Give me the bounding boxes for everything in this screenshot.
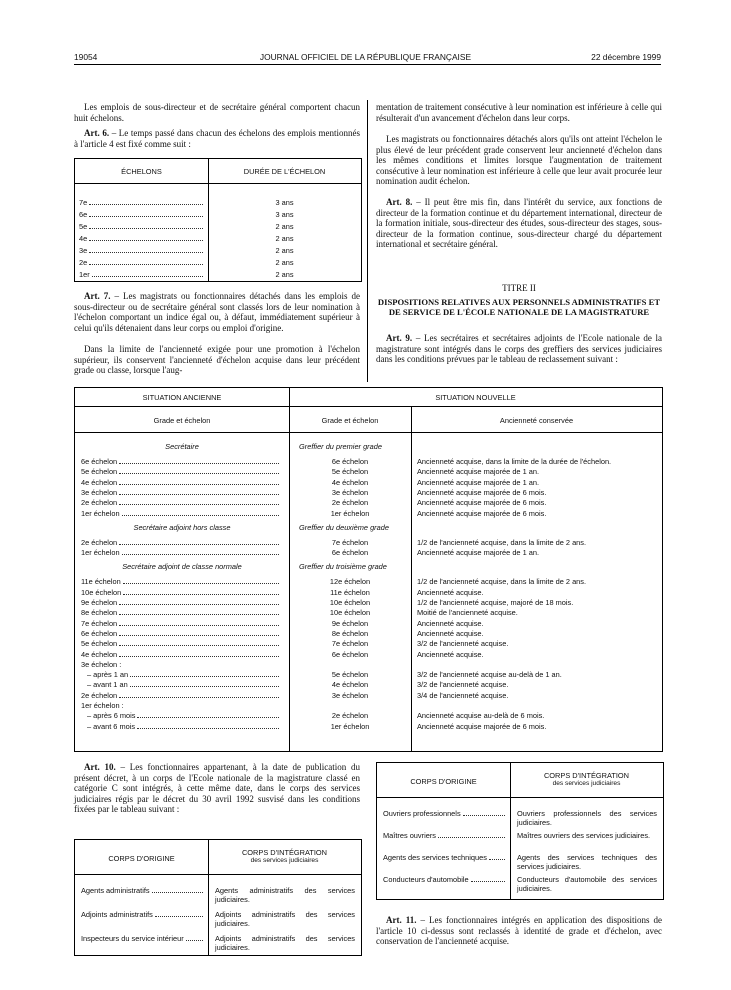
- header-situation-ancienne: SITUATION ANCIENNE: [142, 393, 222, 402]
- anciennete-conservee: Ancienneté acquise majorée de 6 mois.: [417, 487, 547, 497]
- ancien-echelon: [81, 498, 281, 507]
- ancien-echelon: [87, 711, 281, 720]
- section-nouvelle: Greffier du deuxième grade: [299, 522, 389, 532]
- table-rule: [75, 406, 662, 407]
- anciennete-conservee: Ancienneté acquise.: [417, 587, 484, 597]
- anciennete-conservee: Ancienneté acquise.: [417, 628, 484, 638]
- ancien-echelon-text: 4e échelon: [81, 477, 118, 487]
- nouvel-echelon: 2e échelon: [331, 498, 369, 508]
- ancien-echelon: [81, 608, 281, 617]
- ancien-echelon-text: – après 6 mois: [87, 711, 136, 721]
- table-rule: [75, 432, 662, 433]
- col-header-corps-integration: CORPS D'INTÉGRATION: [241, 848, 328, 857]
- header-grade-echelon-nouveau: Grade et échelon: [321, 416, 379, 425]
- nouvel-echelon: 7e échelon: [331, 639, 369, 649]
- duree-value: 2 ans: [275, 246, 294, 255]
- corps-origine: [81, 910, 205, 919]
- anciennete-conservee: Ancienneté acquise majorée de 1 an.: [417, 548, 540, 558]
- header-rule: [74, 64, 661, 65]
- nouvel-echelon: 10e échelon: [329, 598, 371, 607]
- titre-heading: TITRE II: [502, 283, 536, 293]
- article-10: Art. 10. – Les fonctionnaires appartenant, à la date de publication du présent décret, à un corps de l'Ecole nationale de la magistrature classé en catégorie C sont intégrés, à cette même date, dans le corps des services judiciaires régis par le décret du 30 avril 1992 susvisé dans les conditions fixées par le tableau suivant :: [74, 762, 360, 815]
- echelon-row: [79, 198, 205, 207]
- ancien-echelon: [81, 619, 281, 628]
- anciennete-conservee: Ancienneté acquise majorée de 1 an.: [417, 467, 540, 477]
- ancien-echelon: [81, 639, 281, 648]
- corps-origine: [383, 809, 507, 818]
- ancien-echelon-text: – avant 6 mois: [87, 721, 136, 731]
- ancien-echelon-text: 1er échelon: [81, 548, 120, 558]
- section-ancienne: Secrétaire: [165, 442, 199, 451]
- anciennete-conservee: Ancienneté acquise, dans la limite de la durée de l'échelon.: [417, 457, 612, 466]
- table-rule: [75, 874, 361, 875]
- col-header-corps-origine: CORPS D'ORIGINE: [108, 854, 175, 863]
- ancien-echelon: [87, 670, 281, 679]
- echelon-row-text: 5e: [79, 222, 88, 231]
- duree-value: 2 ans: [275, 222, 294, 231]
- nouvel-echelon: 1er échelon: [330, 721, 370, 731]
- duree-value: 3 ans: [275, 210, 294, 219]
- echelon-row: [79, 210, 205, 219]
- duree-value: 2 ans: [275, 258, 294, 267]
- nouvel-echelon: 7e échelon: [331, 537, 369, 547]
- issue-date: 22 décembre 1999: [591, 52, 661, 62]
- section-ancienne: Secrétaire adjoint hors classe: [133, 522, 231, 532]
- ancien-echelon: [81, 577, 281, 586]
- ancien-echelon: [81, 650, 281, 659]
- nouvel-echelon: 1er échelon: [330, 508, 370, 518]
- section-nouvelle: Greffier du premier grade: [299, 442, 382, 451]
- anciennete-conservee: Ancienneté acquise.: [417, 618, 484, 628]
- anciennete-conservee: 3/4 de l'ancienneté acquise.: [417, 690, 509, 700]
- corps-origine-text: Ouvriers professionnels: [383, 809, 461, 818]
- echelon-row-text: 7e: [79, 198, 88, 207]
- ancien-echelon: [81, 588, 281, 597]
- nouvel-echelon: 6e échelon: [331, 548, 369, 558]
- corps-integration: Agents administratifs des services judiciaires.: [215, 886, 355, 904]
- column-rule: [367, 100, 368, 382]
- nouvel-echelon: 4e échelon: [331, 680, 369, 690]
- nouvel-echelon: 12e échelon: [329, 577, 371, 587]
- col-header-services: des services judiciaires: [552, 780, 621, 787]
- ancien-echelon: [81, 629, 281, 638]
- ancien-echelon: [81, 538, 281, 547]
- nouvel-echelon: 9e échelon: [331, 618, 369, 628]
- echelon-row: [79, 258, 205, 267]
- duree-value: 3 ans: [275, 198, 294, 207]
- nouvel-echelon: 3e échelon: [331, 690, 369, 700]
- nouvel-echelon: 4e échelon: [331, 477, 369, 487]
- header-anciennete: Ancienneté conservée: [499, 416, 574, 425]
- nouvel-echelon: 11e échelon: [330, 587, 370, 597]
- ancien-echelon-text: 8e échelon: [81, 608, 118, 618]
- anciennete-conservee: 3/2 de l'ancienneté acquise.: [417, 680, 509, 690]
- article-8: Art. 8. – Il peut être mis fin, dans l'intérêt du service, aux fonctions de directeur de la formation continue et du département international, directeur de la formation initiale, sous-directeur des études, sous-directeur des stages, sous-directeur de la formation continue, sous-directeur chargé du département international et secrétaire général.: [376, 197, 663, 250]
- corps-integration: Ouvriers professionnels des services judiciaires.: [517, 809, 657, 827]
- ancien-echelon-text: 4e échelon: [81, 649, 118, 659]
- corps-origine: [81, 886, 205, 895]
- ancien-echelon-text: – avant 1 an: [87, 680, 128, 690]
- nouvel-echelon: 8e échelon: [331, 628, 369, 638]
- anciennete-conservee: Ancienneté acquise majorée de 6 mois.: [417, 721, 547, 731]
- duree-value: 2 ans: [275, 234, 294, 243]
- echelon-row-text: 1er: [79, 270, 90, 279]
- ancien-echelon-text: 10e échelon: [81, 587, 122, 597]
- anciennete-conservee: Ancienneté acquise majorée de 1 an.: [417, 477, 540, 487]
- paragraph-emplois: Les emplois de sous-directeur et de secrétaire général comportent chacun huit échelons.: [74, 102, 360, 123]
- anciennete-conservee: 1/2 de l'ancienneté acquise, majoré de 18 mois.: [417, 598, 574, 607]
- corps-integration: Conducteurs d'automobile des services judiciaires.: [517, 875, 657, 893]
- corps-origine-text: Agents administratifs: [81, 886, 150, 895]
- corps-origine-text: Adjoints administratifs: [81, 910, 153, 919]
- nouvel-echelon: 2e échelon: [331, 711, 369, 721]
- nouvel-echelon: 5e échelon: [331, 670, 369, 680]
- ancien-echelon-text: 3e échelon: [81, 487, 118, 497]
- ancien-echelon-text: 5e échelon: [81, 639, 118, 649]
- col-header-corps-integration: CORPS D'INTÉGRATION: [543, 771, 630, 780]
- article-7: Art. 7. – Les magistrats ou fonctionnaires détachés dans les emplois de sous-directeur ou de secrétaire général sont classés lors de leur nomination à l'échelon comportant un indice égal ou, à défaut, immédiatement supérieur à celui qu'ils détenaient dans leur corps ou emploi d'origine.: [74, 291, 360, 333]
- col-header-echelons: ÉCHELONS: [121, 167, 162, 176]
- ancien-echelon-text: 7e échelon: [81, 618, 118, 628]
- table-rule: [377, 797, 663, 798]
- ancien-echelon: [81, 478, 281, 487]
- ancien-echelon-text: 5e échelon: [81, 467, 118, 477]
- ancien-echelon: [81, 467, 281, 476]
- corps-origine: [383, 853, 507, 862]
- corps-integration: Adjoints administratifs des services judiciaires.: [215, 910, 355, 928]
- header-situation-nouvelle: SITUATION NOUVELLE: [435, 393, 516, 402]
- duree-value: 2 ans: [275, 270, 294, 279]
- col-header-corps-origine: CORPS D'ORIGINE: [410, 777, 477, 786]
- corps-table-left: [74, 839, 362, 956]
- ancien-echelon-text: 2e échelon: [81, 498, 118, 508]
- ancien-echelon-text: 1er échelon: [81, 508, 120, 518]
- anciennete-conservee: Moitié de l'ancienneté acquise.: [417, 608, 518, 618]
- anciennete-conservee: Ancienneté acquise.: [417, 649, 484, 659]
- ancien-echelon: [87, 680, 281, 689]
- section-ancienne: Secrétaire adjoint de classe normale: [122, 562, 242, 572]
- nouvel-echelon: 6e échelon: [331, 457, 369, 466]
- echelon-label: 3e échelon :: [81, 659, 122, 669]
- titre-subheading: DISPOSITIONS RELATIVES AUX PERSONNELS ADMINISTRATIFS ET DE SERVICE DE L'ÉCOLE NATIONALE DE LA MAGISTRATURE: [377, 297, 661, 318]
- table-divider: [411, 406, 412, 751]
- article-6: Art. 6. – Le temps passé dans chacun des échelons des emplois mentionnés à l'article 4 est fixé comme suit :: [74, 128, 360, 149]
- section-nouvelle: Greffier du troisième grade: [299, 562, 387, 572]
- article-9: Art. 9. – Les secrétaires et secrétaires adjoints de l'Ecole nationale de la magistrature sont intégrés dans le corps des greffiers des services judiciaires dans les conditions prévues par le tableau de reclassement suivant :: [376, 333, 663, 365]
- corps-origine: [81, 934, 205, 943]
- paragraph-continuation: mentation de traitement consécutive à leur nomination est inférieure à celle qui résulterait d'un avancement d'échelon dans leur corps.: [376, 102, 662, 123]
- echelon-row: [79, 222, 205, 231]
- corps-origine-text: Conducteurs d'automobile: [383, 875, 469, 884]
- nouvel-echelon: 6e échelon: [331, 649, 369, 659]
- nouvel-echelon: 10e échelon: [329, 608, 371, 618]
- corps-origine-text: Maîtres ouvriers: [383, 831, 436, 840]
- ancien-echelon: [81, 509, 281, 518]
- anciennete-conservee: 3/2 de l'ancienneté acquise au-delà de 1 an.: [417, 670, 562, 680]
- ancien-echelon: [81, 691, 281, 700]
- ancien-echelon: [81, 598, 281, 607]
- table-header-rule: [75, 183, 361, 184]
- journal-title: JOURNAL OFFICIEL DE LA RÉPUBLIQUE FRANÇAISE: [259, 52, 472, 62]
- ancien-echelon-text: 6e échelon: [81, 628, 118, 638]
- echelon-row-text: 3e: [79, 246, 88, 255]
- paragraph-anciennete: Dans la limite de l'ancienneté exigée pour une promotion à l'échelon supérieur, ils conservent l'ancienneté d'échelon acquise dans leur précédent grade ou classe, lorsque l'aug-: [74, 344, 360, 376]
- echelon-row-text: 2e: [79, 258, 88, 267]
- echelon-row-text: 4e: [79, 234, 88, 243]
- echelon-row: [79, 234, 205, 243]
- nouvel-echelon: 5e échelon: [331, 467, 369, 477]
- anciennete-conservee: 1/2 de l'ancienneté acquise, dans la limite de 2 ans.: [417, 537, 587, 547]
- echelons-table: [74, 158, 362, 282]
- ancien-echelon: [87, 722, 281, 731]
- ancien-echelon-text: 2e échelon: [81, 690, 118, 700]
- corps-origine: [383, 831, 507, 840]
- ancien-echelon: [81, 457, 281, 466]
- col-header-duree: DURÉE DE L'ÉCHELON: [243, 167, 326, 176]
- anciennete-conservee: Ancienneté acquise au-delà de 6 mois.: [417, 711, 545, 721]
- paragraph-magistrats: Les magistrats ou fonctionnaires détachés alors qu'ils ont atteint l'échelon le plus élevé de leur précédent grade conservent leur ancienneté d'échelon dans les mêmes conditions et limites lorsque l'augmentation de traitement consécutive à leur nomination est inférieure à celle que leur avait procurée leur nomination audit échelon.: [376, 134, 662, 187]
- article-11: Art. 11. – Les fonctionnaires intégrés en application des dispositions de l'article 10 ci-dessus sont reclassés à identité de grade et d'échelon, avec conservation de l'ancienneté acquise.: [376, 915, 663, 947]
- echelon-row: [79, 246, 205, 255]
- corps-origine-text: Agents des services techniques: [383, 853, 487, 862]
- ancien-echelon-text: – après 1 an: [87, 670, 129, 680]
- header-grade-echelon-ancien: Grade et échelon: [153, 416, 211, 425]
- corps-integration: Agents des services techniques des services judiciaires.: [517, 853, 657, 871]
- ancien-echelon-text: 2e échelon: [81, 537, 118, 547]
- corps-origine: [383, 875, 507, 884]
- corps-table-right: [376, 762, 664, 900]
- anciennete-conservee: 3/2 de l'ancienneté acquise.: [417, 639, 509, 649]
- reclassement-table: [74, 387, 663, 752]
- ancien-echelon-text: 11e échelon: [81, 577, 121, 587]
- col-header-services: des services judiciaires: [250, 857, 319, 864]
- corps-origine-text: Inspecteurs du service intérieur: [81, 934, 184, 943]
- anciennete-conservee: 1/2 de l'ancienneté acquise, dans la limite de 2 ans.: [417, 577, 587, 587]
- ancien-echelon-text: 9e échelon: [81, 598, 118, 607]
- corps-integration: Adjoints administratifs des services judiciaires.: [215, 934, 355, 952]
- echelon-row-text: 6e: [79, 210, 88, 219]
- ancien-echelon: [81, 488, 281, 497]
- ancien-echelon-text: 6e échelon: [81, 457, 118, 466]
- anciennete-conservee: Ancienneté acquise majorée de 6 mois.: [417, 508, 547, 518]
- anciennete-conservee: Ancienneté acquise majorée de 6 mois.: [417, 498, 547, 508]
- corps-integration: Maîtres ouvriers des services judiciaires.: [517, 831, 651, 840]
- echelon-row: [79, 270, 205, 279]
- page-number: 19054: [74, 52, 98, 62]
- echelon-label: 1er échelon :: [81, 701, 124, 710]
- nouvel-echelon: 3e échelon: [331, 487, 369, 497]
- ancien-echelon: [81, 548, 281, 557]
